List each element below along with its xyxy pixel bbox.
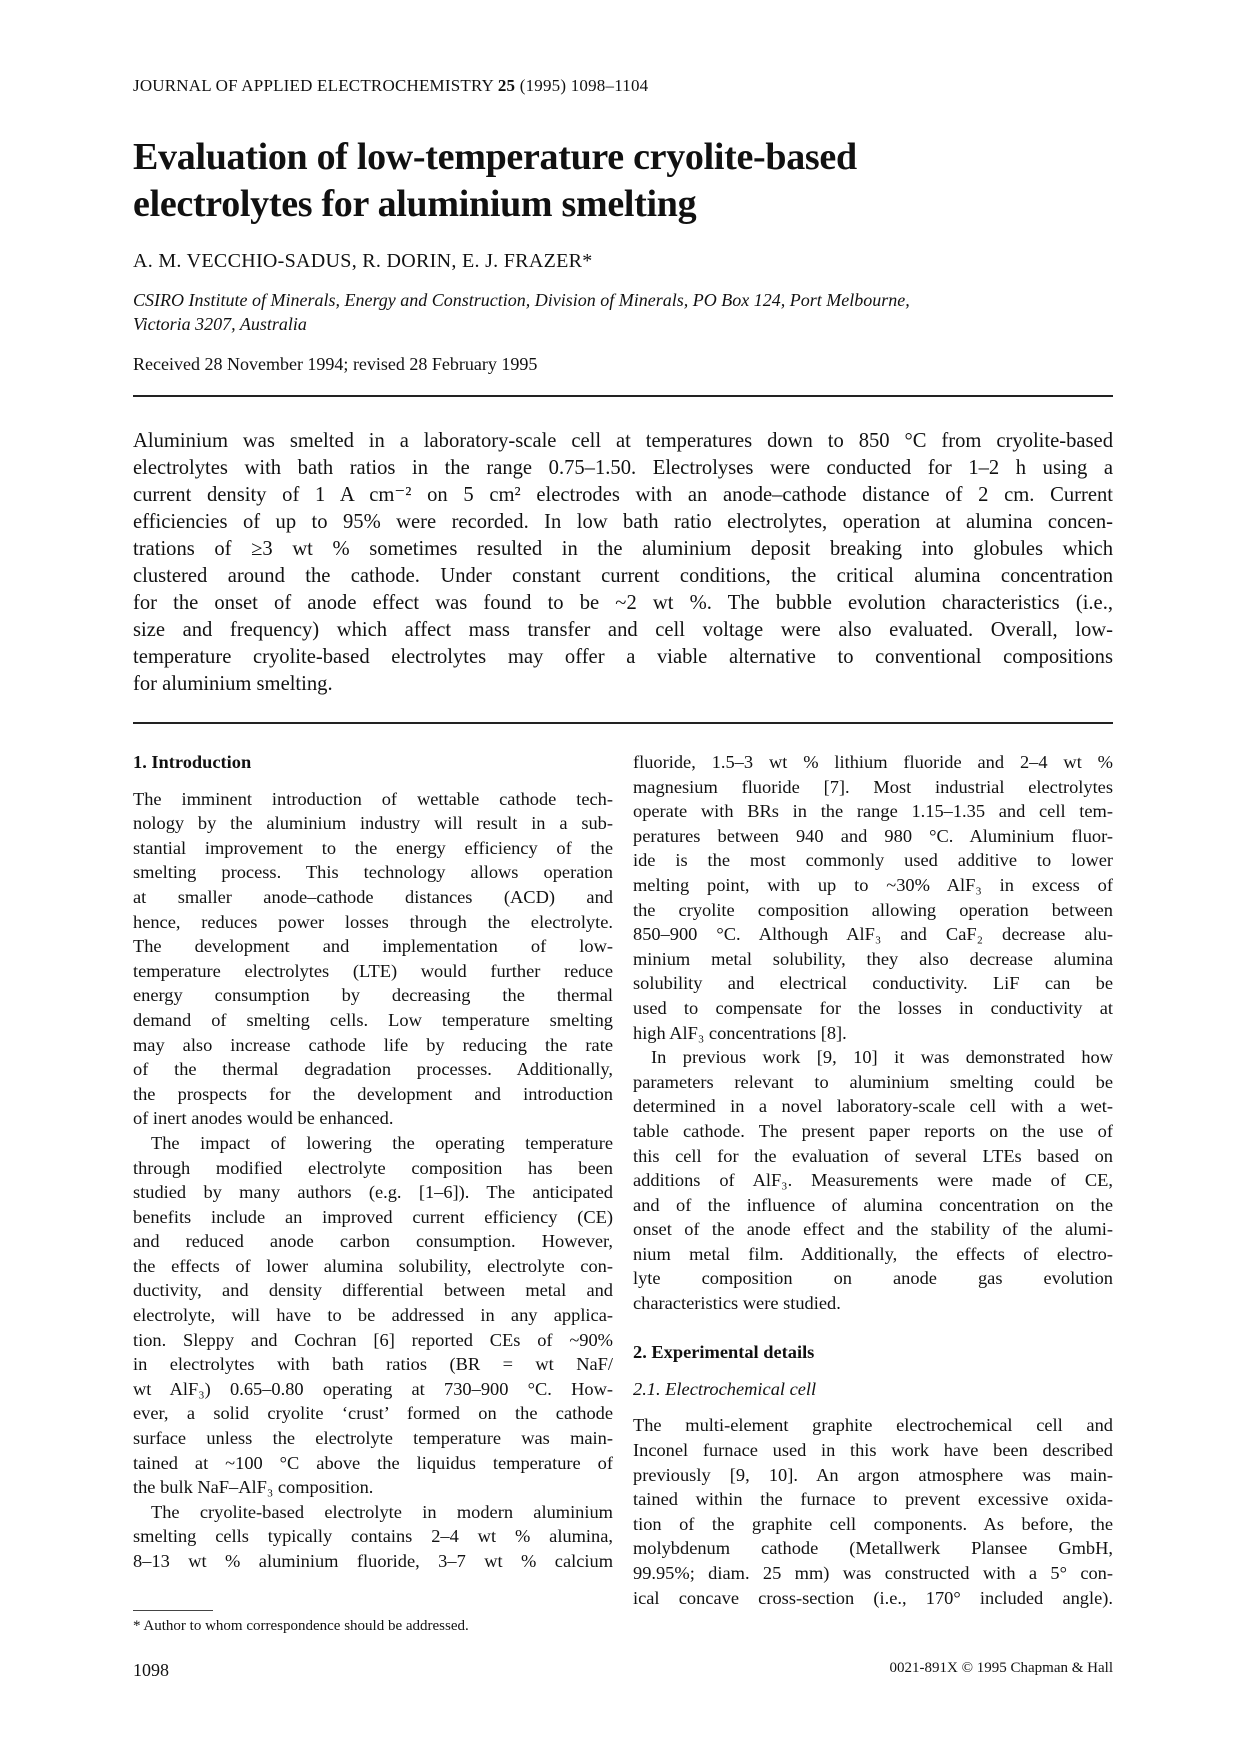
body-line: benefits include an improved current efficiency (CE) (133, 1206, 613, 1227)
body-line: the bulk NaF–AlF₃ composition. (133, 1477, 374, 1498)
affiliation (133, 288, 1093, 336)
body-line: tion. Sleppy and Cochran [6] reported CEs of ~90% (133, 1329, 613, 1350)
body-line: the prospects for the development and introduction (133, 1083, 613, 1104)
page-number: 1098 (133, 1660, 169, 1680)
affiliation-line: Victoria 3207, Australia (133, 314, 307, 334)
body-line: additions of AlF₃. Measurements were made of CE, (633, 1170, 1113, 1191)
received-dates: Received 28 November 1994; revised 28 February 1995 (133, 354, 538, 374)
abstract-line: current density of 1 A cm⁻² on 5 cm² electrodes with an anode–cathode distance of 2 cm. Current (133, 484, 1113, 506)
body-line: tained within the furnace to prevent excessive oxida- (633, 1489, 1113, 1510)
abstract-top-rule (133, 395, 1113, 397)
body-line: melting point, with up to ~30% AlF₃ in excess of (633, 874, 1113, 895)
body-line: in electrolytes with bath ratios (BR = wt NaF/ (133, 1354, 613, 1375)
body-line: magnesium fluoride [7]. Most industrial electrolytes (633, 776, 1113, 797)
body-line: tained at ~100 °C above the liquidus temperature of (133, 1452, 613, 1473)
body-line: The development and implementation of low- (133, 936, 613, 957)
body-line: minium metal solubility, they also decrease alumina (633, 948, 1113, 969)
subsection-heading-electrochemical-cell: 2.1. Electrochemical cell (633, 1378, 817, 1399)
body-line: 850–900 °C. Although AlF₃ and CaF₂ decrease alu- (633, 924, 1113, 945)
affiliation-line: CSIRO Institute of Minerals, Energy and Construction, Division of Minerals, PO Box 124, Port Melbourne, (133, 290, 910, 310)
body-line: previously [9, 10]. An argon atmosphere was main- (633, 1464, 1113, 1485)
body-line: and of the influence of alumina concentration on the (633, 1194, 1113, 1215)
body-line: Inconel furnace used in this work have been described (633, 1440, 1113, 1461)
spacer (633, 1401, 1113, 1413)
body-line: this cell for the evaluation of several LTEs based on (633, 1145, 1113, 1166)
spacer (133, 775, 613, 787)
body-line: ide is the most commonly used additive to lower (633, 850, 1113, 871)
body-line: surface unless the electrolyte temperature was main- (133, 1428, 613, 1449)
abstract-bottom-rule (133, 722, 1113, 724)
body-line: nium metal film. Additionally, the effects of electro- (633, 1243, 1113, 1264)
journal-volume: 25 (497, 76, 516, 95)
body-line: stantial improvement to the energy efficiency of the (133, 837, 613, 858)
body-line: smelting cells typically contains 2–4 wt % alumina, (133, 1526, 613, 1547)
body-line: the cryolite composition allowing operation between (633, 899, 1113, 920)
body-line: The impact of lowering the operating temperature (151, 1132, 613, 1153)
body-line: 8–13 wt % aluminium fluoride, 3–7 wt % calcium (133, 1551, 613, 1571)
right-column (633, 750, 1113, 1610)
abstract (133, 428, 1113, 698)
body-line: energy consumption by decreasing the thermal (133, 985, 613, 1006)
body-line: of the thermal degradation processes. Additionally, (133, 1059, 613, 1080)
copyright-notice: 0021-891X © 1995 Chapman & Hall (889, 1660, 1113, 1676)
left-column (133, 750, 613, 1574)
body-line: parameters relevant to aluminium smelting could be (633, 1071, 1113, 1092)
body-line: characteristics were studied. (633, 1293, 841, 1314)
journal-year-pages: (1995) 1098–1104 (519, 76, 649, 95)
body-line: ever, a solid cryolite ‘crust’ formed on the cathode (133, 1403, 613, 1424)
body-line: onset of the anode effect and the stability of the alumi- (633, 1219, 1113, 1240)
body-line: through modified electrolyte composition has been (133, 1157, 613, 1178)
abstract-line: Aluminium was smelted in a laboratory-scale cell at temperatures down to 850 °C from cryolite-based (133, 430, 1113, 452)
body-line: high AlF₃ concentrations [8]. (633, 1022, 847, 1043)
section-heading-experimental: 2. Experimental details (633, 1342, 815, 1363)
body-line: of inert anodes would be enhanced. (133, 1108, 394, 1129)
journal-name: JOURNAL OF APPLIED ELECTROCHEMISTRY (133, 76, 494, 95)
body-line: smelting process. This technology allows operation (133, 862, 613, 883)
body-line: the effects of lower alumina solubility, electrolyte con- (133, 1255, 613, 1276)
body-line: The multi-element graphite electrochemical cell and (633, 1415, 1113, 1436)
body-line: and reduced anode carbon consumption. However, (133, 1231, 613, 1252)
body-line: In previous work [9, 10] it was demonstrated how (651, 1047, 1113, 1068)
abstract-line: efficiencies of up to 95% were recorded. In low bath ratio electrolytes, operation at alumina concen- (133, 511, 1113, 533)
section-heading-introduction: 1. Introduction (133, 752, 252, 772)
body-line: used to compensate for the losses in conductivity at (633, 997, 1113, 1018)
abstract-line: trations of ≥3 wt % sometimes resulted in the aluminium deposit breaking into globules which (133, 538, 1113, 560)
body-line: wt AlF₃) 0.65–0.80 operating at 730–900 °C. How- (133, 1378, 613, 1399)
abstract-line: for the onset of anode effect was found to be ~2 wt %. The bubble evolution characteristics (i.e., (133, 592, 1113, 614)
body-line: nology by the aluminium industry will result in a sub- (133, 813, 613, 834)
abstract-line: for aluminium smelting. (133, 673, 333, 695)
body-line: The imminent introduction of wettable cathode tech- (133, 788, 613, 809)
body-line: 99.95%; diam. 25 mm) was constructed with a 5° con- (633, 1563, 1113, 1583)
abstract-line: temperature cryolite-based electrolytes may offer a viable alternative to conventional compositions (133, 646, 1113, 668)
body-line: molybdenum cathode (Metallwerk Plansee GmbH, (633, 1538, 1113, 1559)
body-line: at smaller anode–cathode distances (ACD) and (133, 886, 613, 907)
body-line: studied by many authors (e.g. [1–6]). The anticipated (133, 1182, 613, 1203)
title-line: electrolytes for aluminium smelting (133, 183, 697, 225)
journal-header (133, 76, 648, 96)
body-line: The cryolite-based electrolyte in modern aluminium (151, 1501, 613, 1522)
body-line: demand of smelting cells. Low temperature smelting (133, 1009, 613, 1030)
body-line: determined in a novel laboratory-scale cell with a wet- (633, 1096, 1113, 1117)
abstract-line: clustered around the cathode. Under constant current conditions, the critical alumina concentration (133, 565, 1113, 587)
body-line: may also increase cathode life by reducing the rate (133, 1034, 613, 1055)
abstract-line: electrolytes with bath ratios in the range 0.75–1.50. Electrolyses were conducted for 1–2 h using a (133, 457, 1113, 479)
body-line: lyte composition on anode gas evolution (633, 1268, 1113, 1289)
body-line: operate with BRs in the range 1.15–1.35 and cell tem- (633, 801, 1113, 822)
body-line: solubility and electrical conductivity. LiF can be (633, 973, 1113, 994)
body-line: temperature electrolytes (LTE) would further reduce (133, 960, 613, 981)
body-line: peratures between 940 and 980 °C. Aluminium fluor- (633, 825, 1113, 846)
title-line: Evaluation of low-temperature cryolite-based (133, 136, 857, 178)
body-line: fluoride, 1.5–3 wt % lithium fluoride and 2–4 wt % (633, 752, 1113, 772)
footnote-rule (133, 1610, 213, 1611)
spacer (633, 1316, 1113, 1341)
author-list: A. M. VECCHIO-SADUS, R. DORIN, E. J. FRAZER* (133, 250, 593, 272)
body-line: ical concave cross-section (i.e., 170° included angle). (633, 1587, 1113, 1608)
paper-title (133, 134, 1113, 228)
body-line: table cathode. The present paper reports on the use of (633, 1120, 1113, 1141)
spacer (633, 1365, 1113, 1377)
body-line: hence, reduces power losses through the electrolyte. (133, 911, 613, 932)
abstract-line: size and frequency) which affect mass transfer and cell voltage were also evaluated. Overall, low- (133, 619, 1113, 641)
body-line: tion of the graphite cell components. As before, the (633, 1513, 1113, 1534)
footnote: * Author to whom correspondence should be addressed. (133, 1618, 469, 1634)
body-line: electrolyte, will have to be addressed in any applica- (133, 1305, 613, 1326)
body-line: ductivity, and density differential between metal and (133, 1280, 613, 1301)
